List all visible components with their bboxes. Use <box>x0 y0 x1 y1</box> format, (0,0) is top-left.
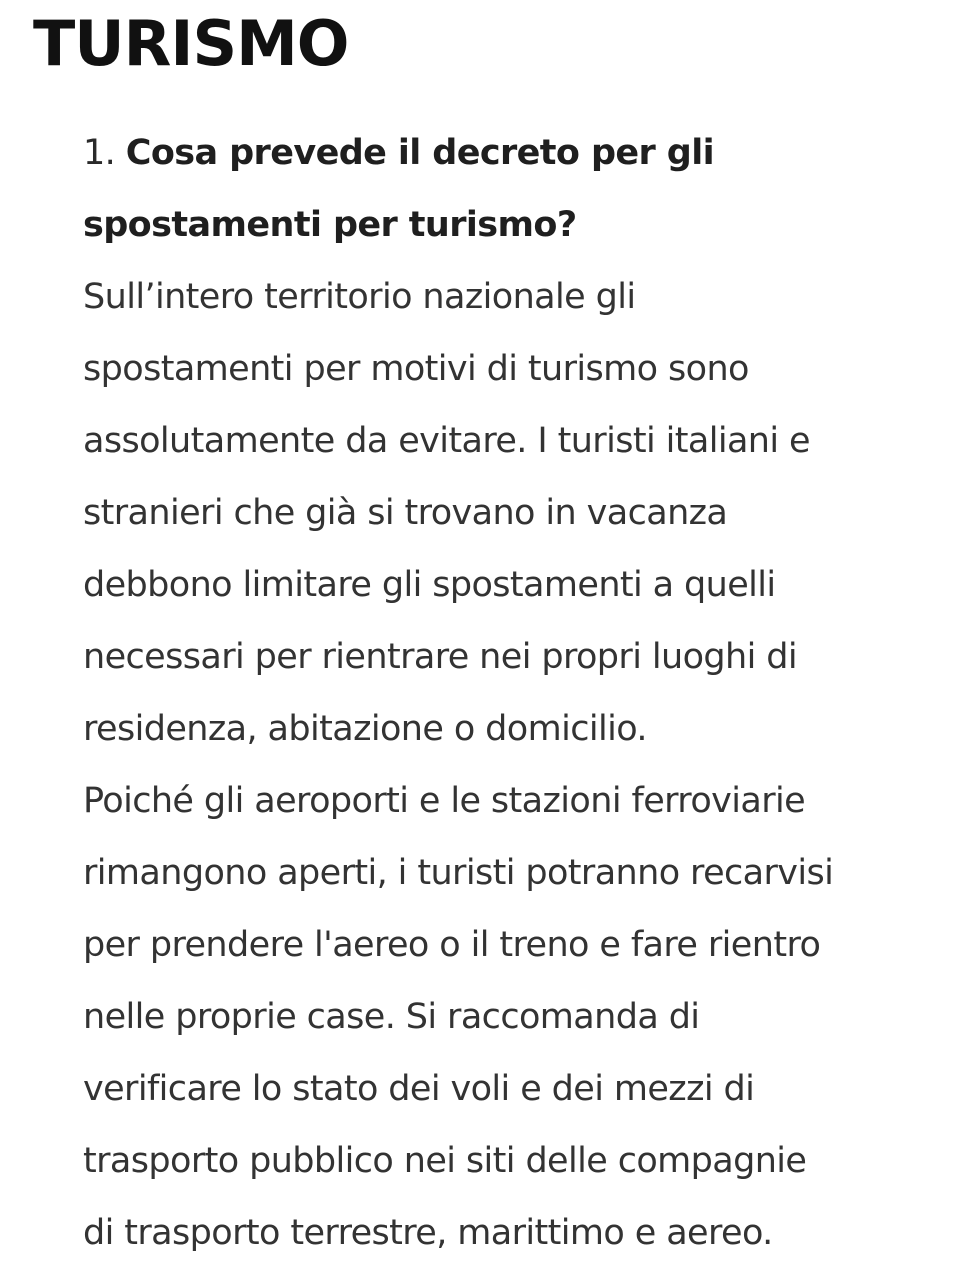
answer-line: trasporto pubblico nei siti delle compagnie <box>83 1141 807 1181</box>
answer-paragraph-2 <box>83 765 943 1269</box>
faq-question <box>83 117 943 261</box>
answer-line: nelle proprie case. Si raccomanda di <box>83 997 700 1037</box>
question-number: 1. <box>83 133 116 173</box>
question-text: Cosa prevede il decreto per gli <box>125 133 715 173</box>
answer-line: rimangono aperti, i turisti potranno recarvisi <box>83 853 834 893</box>
answer-line: residenza, abitazione o domicilio. <box>83 709 647 749</box>
answer-paragraph-1 <box>83 261 943 765</box>
answer-line: stranieri che già si trovano in vacanza <box>83 493 728 533</box>
answer-line: verificare lo stato dei voli e dei mezzi di <box>83 1069 755 1109</box>
answer-line: necessari per rientrare nei propri luoghi di <box>83 637 797 677</box>
faq-item <box>83 117 943 1269</box>
answer-line: debbono limitare gli spostamenti a quelli <box>83 565 776 605</box>
question-text: spostamenti per turismo? <box>83 205 577 245</box>
answer-line: Sull’intero territorio nazionale gli <box>83 277 636 317</box>
answer-line: spostamenti per motivi di turismo sono <box>83 349 749 389</box>
answer-line: assolutamente da evitare. I turisti italiani e <box>83 421 810 461</box>
answer-line: Poiché gli aeroporti e le stazioni ferroviarie <box>83 781 806 821</box>
answer-line: di trasporto terrestre, marittimo e aereo. <box>83 1213 773 1253</box>
page-title: TURISMO <box>33 7 349 80</box>
question-line <box>83 117 943 189</box>
answer-line: per prendere l'aereo o il treno e fare rientro <box>83 925 821 965</box>
